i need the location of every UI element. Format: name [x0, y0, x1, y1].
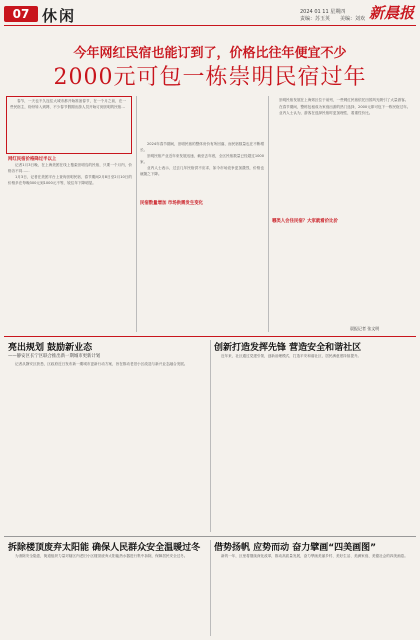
editor-credit: 责编：苏玉英 [300, 16, 331, 22]
newspaper-logo: 新晨报 [368, 4, 414, 22]
subhead-2: 民宿数量增加 市场供需发生变化 [140, 201, 203, 206]
article-headline: 借势扬帆 应势而动 奋力擘画“四美画图” [214, 543, 377, 553]
section-divider [4, 336, 416, 337]
article-text: 新的一年，区里将继续深化改革，推动高质量发展，奋力擘画美丽乡村、美好生活、美满家庭、美德社会的四美画卷。 [221, 554, 408, 558]
col-1: 记者1月3日晚，在上海美团在线上搜索崇明岛的民宿，只要一个月内，价格各不同…… 1月3日，记者在美团平台上查询崇明民宿，春节期间2月8日至2月10日的价格多在每晚300元到1000元不等，较往年下降明显。 [8, 163, 132, 185]
article-subtitle: ——静安区长宁区联合推出新一期城市更新计划 [8, 354, 101, 359]
article-headline: 创新打造发挥先锋 营造安全和谐社区 [214, 343, 362, 353]
article-headline: 拆除楼顶废弃太阳能 确保人民群众安全温暖过冬 [8, 543, 201, 553]
page-header [0, 0, 420, 26]
top-story-main-title: 2000元可包一栋崇明民宿过年 [53, 65, 367, 90]
column-rule [136, 96, 137, 332]
issue-date: 2024 01 11 星期四 [300, 9, 346, 15]
column-rule [268, 96, 269, 332]
article-text: 为消除安全隐患，街道组织力量对辖区内老旧小区楼顶废弃太阳能热水器进行集中拆除，保障居民安全过冬。 [15, 554, 188, 558]
header-rule [4, 25, 416, 26]
layout-credit: 美编：刘欢 [340, 16, 366, 22]
article-text: 近年来，社区通过党建引领，创新治理模式，打造平安和谐社区，居民满意度持续提升。 [221, 354, 362, 358]
section-number: 07 [4, 6, 38, 22]
section-name: 休闲 [42, 7, 77, 25]
byline: 晨报记者 张文明 [350, 326, 380, 331]
article-headline: 亮出规划 鼓励新业态 [8, 343, 93, 353]
column-rule [210, 540, 211, 636]
column-rule [210, 340, 211, 532]
article-text: 记者从静安区获悉，区政府近日发布新一期城市更新行动方案，旨在推动老旧小区改造与新兴业态融合发展。 [15, 362, 188, 366]
col-3: 崇明民宿发展在上海郊区位于前列，一些网红民宿依托田园风光吸引了大量游客。 在春节期间，整栋包租成为家庭出游的热门选择，2000元即可包下一栋民宿过年。 业内人士认为，游客在选择民宿时更加理性，看重性价比。 [279, 98, 411, 116]
subhead-3: 哪类人会住民宿？大家就看价比价 [272, 219, 338, 224]
subhead-1: 网红民宿价格降过半以上 [8, 157, 57, 162]
section-divider [4, 536, 416, 537]
lead-text: 春节，一天也不久连住大城市都开始准备春节，在一个月之前，在一些民宿主，纷纷转入到网、不少春节假期出游人员开始订到崇明的民宿… [10, 99, 126, 109]
top-story-headline: 今年网红民宿也能订到了，价格比往年便宜不少 [73, 46, 347, 61]
col-2: 2024年春节期间，崇明民宿的整体房价有所回落，而民宿数量也在不断增长。 崇明民宿产业近年来发展迅速，截至去年底，全区民宿数量已经超过1000家。 业内人士表示，过去几年民宿供不应求，如今市场竞争更加激烈，价格也就随之下降。 [140, 142, 264, 176]
